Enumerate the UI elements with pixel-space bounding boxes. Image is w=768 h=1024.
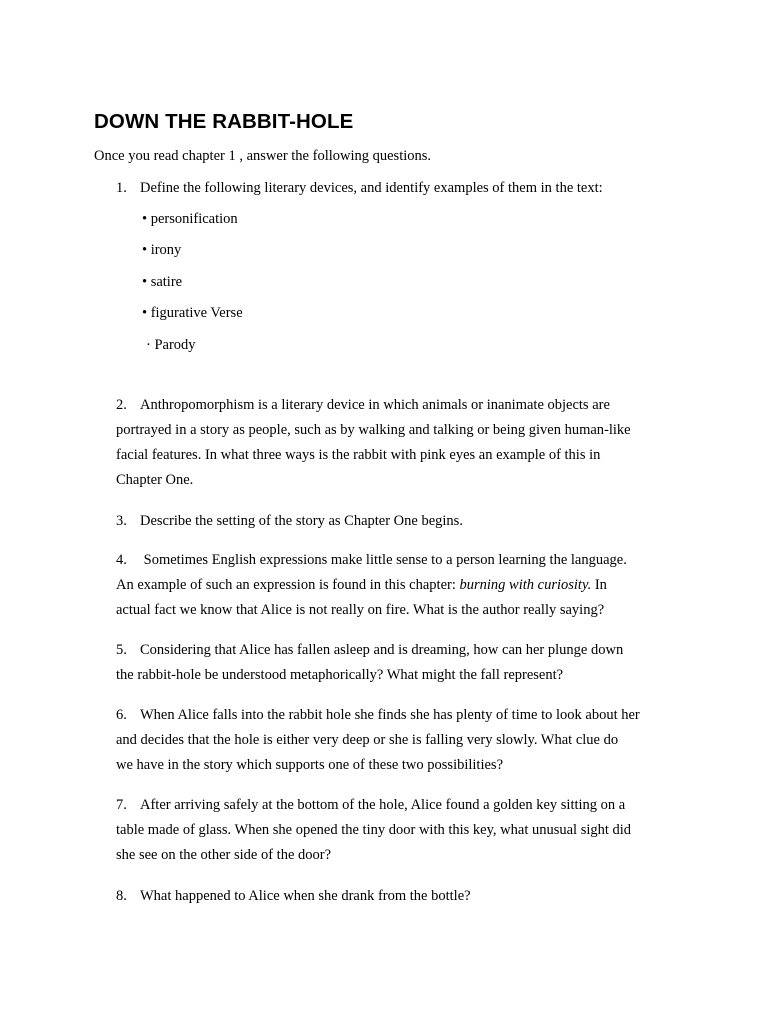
question-number: 6. bbox=[116, 707, 127, 723]
question-text-line: the rabbit-hole be understood metaphorically? What might the fall represent? bbox=[116, 667, 564, 683]
question-text: What happened to Alice when she drank from the bottle? bbox=[140, 888, 471, 904]
question-text-line: Chapter One. bbox=[116, 472, 194, 488]
question-8 bbox=[116, 888, 471, 905]
italic-phrase: burning with curiosity. bbox=[459, 577, 592, 593]
question-text-line: facial features. In what three ways is the rabbit with pink eyes an example of this in bbox=[116, 447, 601, 463]
question-1 bbox=[116, 180, 603, 197]
question-text-segment: In bbox=[591, 577, 607, 593]
question-3 bbox=[116, 513, 463, 530]
question-text-line: and decides that the hole is either very deep or she is falling very slowly. What clue do bbox=[116, 732, 619, 748]
question-5 bbox=[116, 638, 676, 688]
question-text: Define the following literary devices, and identify examples of them in the text: bbox=[140, 180, 603, 196]
question-text-line: actual fact we know that Alice is not really on fire. What is the author really saying? bbox=[116, 602, 605, 618]
question-2 bbox=[116, 393, 676, 493]
question-text-line: Sometimes English expressions make little sense to a person learning the language. bbox=[143, 552, 627, 568]
question-text-line: When Alice falls into the rabbit hole she finds she has plenty of time to look about her bbox=[140, 707, 640, 723]
question-text-line: we have in the story which supports one of these two possibilities? bbox=[116, 757, 504, 773]
question-text-line: Considering that Alice has fallen asleep and is dreaming, how can her plunge down bbox=[140, 642, 624, 658]
bullet-item: • irony bbox=[142, 242, 182, 258]
page-title: DOWN THE RABBIT-HOLE bbox=[94, 110, 354, 133]
question-text-line: table made of glass. When she opened the tiny door with this key, what unusual sight did bbox=[116, 822, 632, 838]
sub-item: · Parody bbox=[146, 337, 196, 353]
question-text-segment: An example of such an expression is found in this chapter: bbox=[116, 577, 460, 593]
question-text: Describe the setting of the story as Chapter One begins. bbox=[140, 513, 463, 529]
question-text-line: Anthropomorphism is a literary device in which animals or inanimate objects are bbox=[140, 397, 610, 413]
question-number: 5. bbox=[116, 642, 127, 658]
question-number: 8. bbox=[116, 888, 127, 904]
question-6 bbox=[116, 703, 676, 778]
question-text-line: portrayed in a story as people, such as by walking and talking or being given human-like bbox=[116, 422, 631, 438]
question-text-line: After arriving safely at the bottom of the hole, Alice found a golden key sitting on a bbox=[140, 797, 626, 813]
intro-text: Once you read chapter 1 , answer the following questions. bbox=[94, 148, 432, 164]
question-number: 3. bbox=[116, 513, 127, 529]
question-number: 7. bbox=[116, 797, 127, 813]
question-number: 1. bbox=[116, 180, 127, 196]
bullet-item: • satire bbox=[142, 274, 183, 290]
question-number: 2. bbox=[116, 397, 127, 413]
bullet-item: • personification bbox=[142, 211, 238, 227]
bullet-item: • figurative Verse bbox=[142, 305, 243, 321]
question-4 bbox=[116, 548, 676, 623]
question-number: 4. bbox=[116, 552, 127, 568]
question-text-line: she see on the other side of the door? bbox=[116, 847, 332, 863]
question-7 bbox=[116, 793, 676, 868]
